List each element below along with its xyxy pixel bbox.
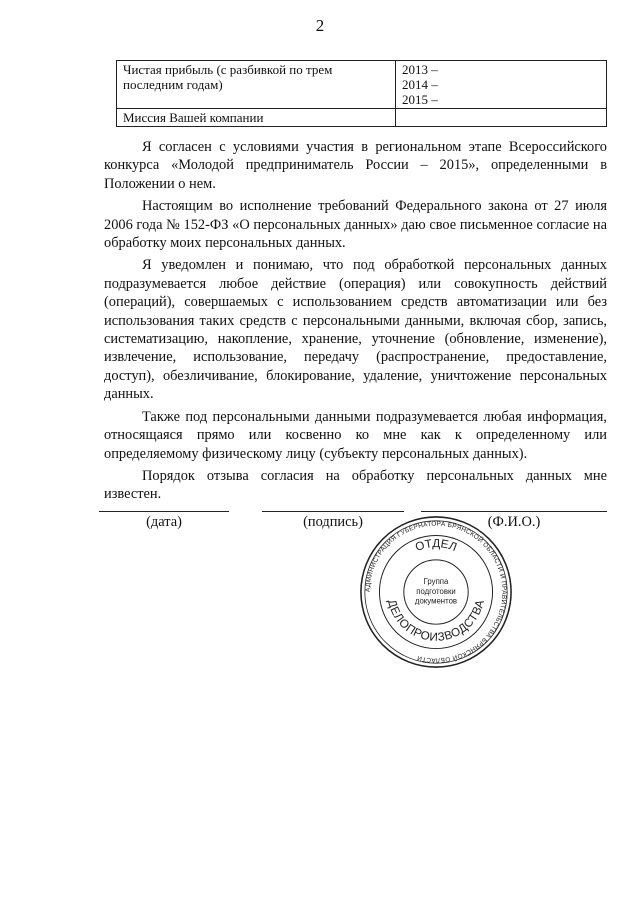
company-info-table xyxy=(116,60,607,127)
stamp-center-line: документов xyxy=(414,596,458,606)
name-line xyxy=(421,511,607,512)
signature-line xyxy=(262,511,404,512)
official-stamp xyxy=(358,514,514,670)
date-label: (дата) xyxy=(146,514,182,530)
page-number: 2 xyxy=(315,16,325,35)
paragraph: Я согласен с условиями участия в региональном этапе Всероссийского конкурса «Молодой предприниматель России – 2015», определенными в Положении о нем. xyxy=(104,139,607,192)
table-cell-values xyxy=(396,61,607,109)
table-cell-empty xyxy=(396,109,607,127)
paragraph: Порядок отзыва согласия на обработку персональных данных мне известен. xyxy=(104,467,607,503)
table-cell-label: Миссия Вашей компании xyxy=(117,109,396,127)
table-row xyxy=(117,109,607,127)
stamp-inner-bottom-text: ДЕЛОПРОИЗВОДСТВА xyxy=(384,598,488,644)
svg-text:ОТДЕЛ xyxy=(414,537,459,554)
paragraph: Я уведомлен и понимаю, что под обработкой персональных данных подразумевается любое действие (операция) или совокупность действий (операций), совершаемых с использованием средств автоматизации или без использования таких средств с персональными данными, включая сбор, запись, систематизацию, накопление, хранение, уточнение (обновление, изменение), извлечение, использование, передачу (распространение, предоставление, доступ), обезличивание, блокирование, удаление, уничтожение персональных данных. xyxy=(104,257,607,403)
paragraph: Настоящим во исполнение требований Федерального закона от 27 июля 2006 года № 152-ФЗ «О персональных данных» даю свое письменное согласие на обработку моих персональных данных. xyxy=(104,198,607,252)
stamp-center-line: подготовки xyxy=(416,586,456,596)
year-value: 2014 – xyxy=(402,77,438,92)
table-cell-label: Чистая прибыль (с разбивкой по трем последним годам) xyxy=(117,61,396,109)
stamp-center-line: Группа xyxy=(423,577,449,587)
stamp-outer-text: АДМИНИСТРАЦИЯ ГУБЕРНАТОРА БРЯНСКОЙ ОБЛАСТИ И ПРАВИТЕЛЬСТВА БРЯНСКОЙ ОБЛАСТИ xyxy=(364,520,508,664)
signature-label: (подпись) xyxy=(303,514,363,530)
year-value: 2013 – xyxy=(402,62,438,77)
table-row xyxy=(117,61,607,109)
name-label: (Ф.И.О.) xyxy=(487,514,541,530)
year-value: 2015 – xyxy=(402,92,438,107)
consent-text xyxy=(104,138,607,508)
paragraph: Также под персональными данными подразумевается любая информация, относящаяся прямо или косвенно ко мне как к определенному или определяемому физическому лицу (субъекту персональных данных). xyxy=(104,408,607,462)
stamp-inner-top-text: ОТДЕЛ xyxy=(413,537,459,555)
date-line xyxy=(99,511,229,512)
